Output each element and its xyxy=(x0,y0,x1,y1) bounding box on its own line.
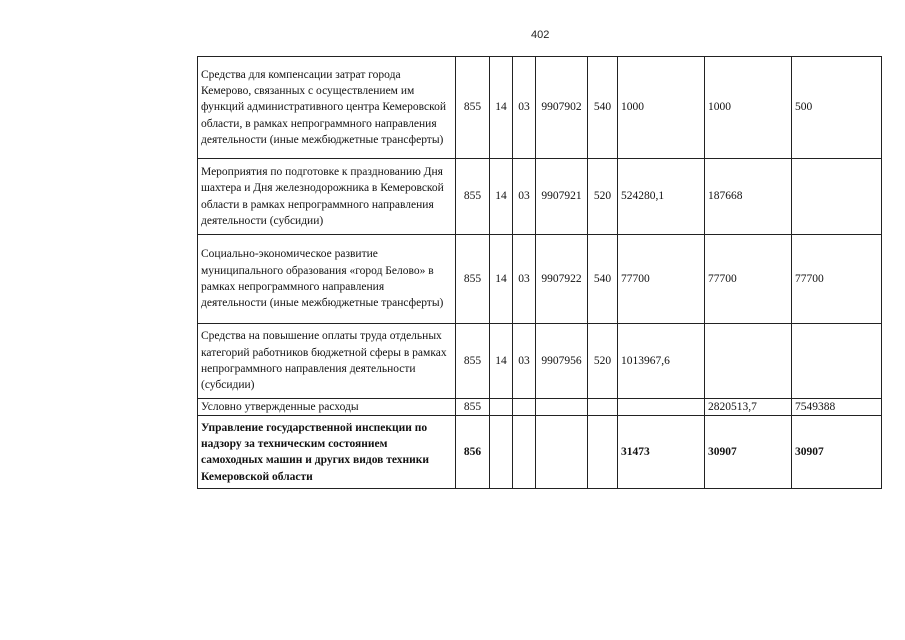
amount-1: 77700 xyxy=(618,235,705,324)
amount-3: 500 xyxy=(792,57,882,159)
amount-1 xyxy=(618,399,705,416)
target-article-code: 9907922 xyxy=(536,235,588,324)
target-article-code xyxy=(536,416,588,489)
amount-1: 524280,1 xyxy=(618,159,705,235)
section-code: 14 xyxy=(490,57,513,159)
budget-table xyxy=(197,56,882,489)
row-description: Управление государственной инспекции по надзору за техническим состоянием самоходных машин и других видов техники Кемеровской области xyxy=(198,416,456,489)
section-code: 14 xyxy=(490,235,513,324)
amount-1: 31473 xyxy=(618,416,705,489)
amount-3: 30907 xyxy=(792,416,882,489)
expense-type-code: 540 xyxy=(588,57,618,159)
ministry-code: 855 xyxy=(456,235,490,324)
table-row xyxy=(198,324,882,399)
subsection-code: 03 xyxy=(513,235,536,324)
row-description: Условно утвержденные расходы xyxy=(198,399,456,416)
amount-2: 1000 xyxy=(705,57,792,159)
expense-type-code xyxy=(588,399,618,416)
amount-1: 1000 xyxy=(618,57,705,159)
row-description: Средства на повышение оплаты труда отдельных категорий работников бюджетной сферы в рамках непрограммного направления деятельности (субсидии) xyxy=(198,324,456,399)
section-code xyxy=(490,416,513,489)
target-article-code: 9907956 xyxy=(536,324,588,399)
ministry-code: 856 xyxy=(456,416,490,489)
amount-3 xyxy=(792,324,882,399)
row-description: Мероприятия по подготовке к празднованию Дня шахтера и Дня железнодорожника в Кемеровской области в рамках непрограммного направления деятельности (субсидии) xyxy=(198,159,456,235)
expense-type-code xyxy=(588,416,618,489)
amount-2: 30907 xyxy=(705,416,792,489)
row-description: Социально-экономическое развитие муниципального образования «город Белово» в рамках непрограммного направления деятельности (иные межбюджетные трансферты) xyxy=(198,235,456,324)
ministry-code: 855 xyxy=(456,324,490,399)
subsection-code xyxy=(513,416,536,489)
table-row xyxy=(198,57,882,159)
subsection-code xyxy=(513,399,536,416)
amount-3: 77700 xyxy=(792,235,882,324)
amount-2 xyxy=(705,324,792,399)
section-code xyxy=(490,399,513,416)
section-code: 14 xyxy=(490,324,513,399)
expense-type-code: 540 xyxy=(588,235,618,324)
subsection-code: 03 xyxy=(513,57,536,159)
expense-type-code: 520 xyxy=(588,324,618,399)
amount-2: 77700 xyxy=(705,235,792,324)
amount-1: 1013967,6 xyxy=(618,324,705,399)
target-article-code xyxy=(536,399,588,416)
ministry-code: 855 xyxy=(456,399,490,416)
amount-2: 2820513,7 xyxy=(705,399,792,416)
row-description: Средства для компенсации затрат города Кемерово, связанных с осуществлением им функций административного центра Кемеровской области, в рамках непрограммного направления деятельности (иные межбюджетные трансферты) xyxy=(198,57,456,159)
table-row xyxy=(198,399,882,416)
subsection-code: 03 xyxy=(513,159,536,235)
table-row xyxy=(198,159,882,235)
table-row xyxy=(198,235,882,324)
ministry-code: 855 xyxy=(456,57,490,159)
amount-3 xyxy=(792,159,882,235)
page-number: 402 xyxy=(531,29,550,41)
expense-type-code: 520 xyxy=(588,159,618,235)
amount-2: 187668 xyxy=(705,159,792,235)
target-article-code: 9907902 xyxy=(536,57,588,159)
subsection-code: 03 xyxy=(513,324,536,399)
amount-3: 7549388 xyxy=(792,399,882,416)
target-article-code: 9907921 xyxy=(536,159,588,235)
section-code: 14 xyxy=(490,159,513,235)
table-row xyxy=(198,416,882,489)
ministry-code: 855 xyxy=(456,159,490,235)
